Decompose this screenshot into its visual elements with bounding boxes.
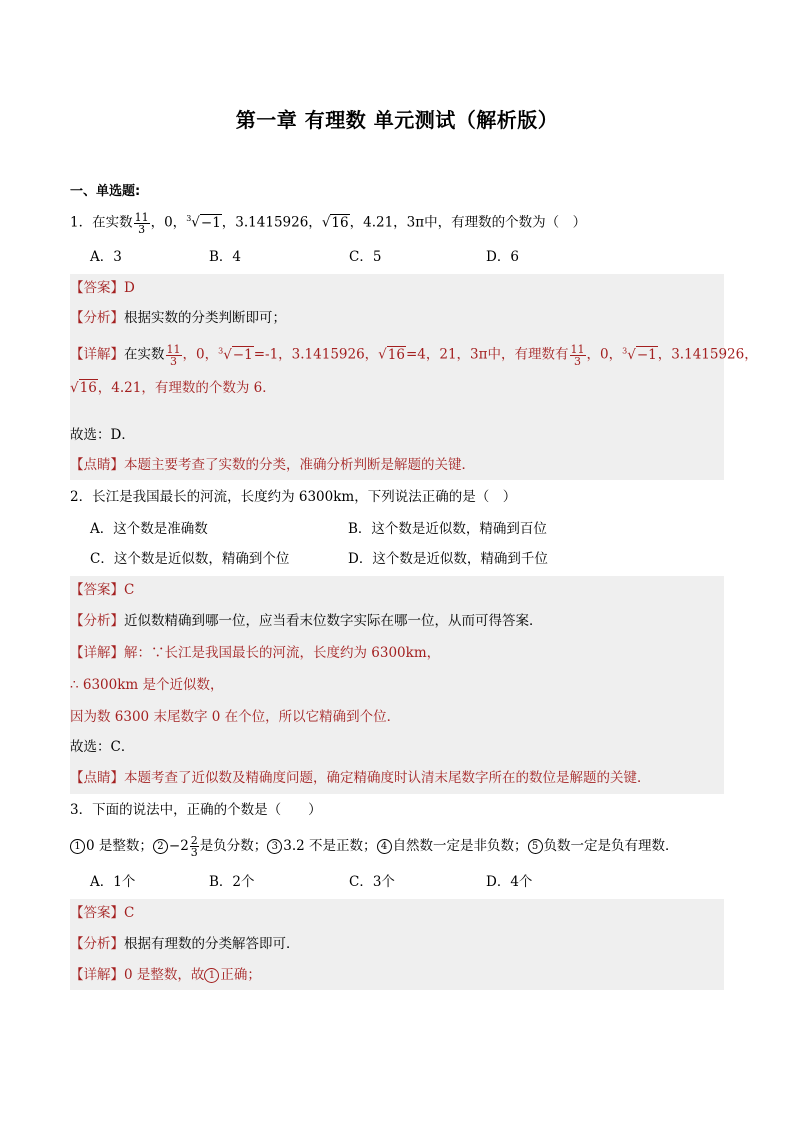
option-b: B．2个	[209, 874, 255, 890]
radical-icon: √	[191, 214, 200, 231]
option-a: A．1个	[90, 874, 136, 890]
answer-block: 【答案】C	[70, 899, 724, 927]
circled-number: 1	[70, 839, 85, 854]
radical-icon: √	[321, 214, 331, 231]
option-c: C．5	[349, 249, 382, 265]
section-heading: 一、单选题:	[70, 184, 141, 199]
option-d: D．这个数是近似数，精确到千位	[348, 551, 548, 567]
comment-block: 【点睛】本题主要考查了实数的分类，准确分析判断是解题的关键．	[70, 450, 724, 480]
option-a: A．这个数是准确数	[90, 521, 208, 537]
option-d: D．6	[486, 249, 519, 265]
circled-number: 2	[153, 839, 168, 854]
analysis-block: 【分析】根据有理数的分类解答即可．	[70, 927, 724, 959]
detail-block: 【详解】0 是整数，故 1 正确；	[70, 959, 724, 990]
circled-number: 3	[267, 839, 282, 854]
detail-line-3: 因为数 6300 末尾数字 0 在个位，所以它精确到个位．	[70, 700, 724, 732]
analysis-block: 【分析】根据实数的分类判断即可；	[70, 302, 724, 332]
circled-number: 5	[528, 839, 543, 854]
circled-number: 1	[204, 968, 219, 983]
option-c: C．这个数是近似数，精确到个位	[90, 551, 290, 567]
conclusion-block: 故选：D．	[70, 416, 724, 450]
circled-number: 4	[377, 839, 392, 854]
detail-block: 【详解】解：∵长江是我国最长的河流，长度约为 6300km，	[70, 636, 724, 666]
option-c: C．3个	[349, 874, 395, 890]
analysis-block: 【分析】近似数精确到哪一位，应当看末位数字实际在哪一位，从而可得答案．	[70, 604, 724, 636]
detail-line-2: ∴ 6300km 是个近似数，	[70, 666, 724, 700]
answer-block: 【答案】C	[70, 576, 724, 604]
detail-block: 【详解】在实数 $\frac{11}{3}$ ，0，$^3$√−1=-1，3.1415926，√16=4，21，3π中，有理数有 $\frac{11}{3}$ ，0，$^3$√−1，3.1415926， √16，4.21，有理数的个数为 6．	[70, 332, 724, 416]
question-1-stem: 1．在实数 $\frac{11}{3}$ ，0，$^3$√−1，3.1415926，√16，4.21，3π中，有理数的个数为（ ）	[70, 210, 587, 236]
question-3-statements: 1 0 是整数； 2 −2 $\frac{2}{3}$ 是负分数； 3 3.2 不是正数； 4 自然数一定是非负数； 5 负数一定是负有理数．	[70, 835, 679, 858]
option-a: A．3	[90, 249, 122, 265]
comment-block: 【点睛】本题考查了近似数及精确度问题，确定精确度时认清末尾数字所在的数位是解题的关键．	[70, 762, 724, 794]
option-d: D．4个	[486, 874, 533, 890]
answer-block: 【答案】D	[70, 274, 724, 302]
question-2-stem: 2．长江是我国最长的河流，长度约为 6300km，下列说法正确的是（ ）	[70, 489, 517, 505]
question-3-stem: 3．下面的说法中，正确的个数是（ ）	[70, 802, 322, 818]
option-b: B．4	[209, 249, 242, 265]
page-title: 第一章 有理数 单元测试（解析版）	[235, 108, 559, 132]
conclusion-block: 故选：C．	[70, 732, 724, 762]
option-b: B．这个数是近似数，精确到百位	[348, 521, 547, 537]
fraction: $\frac{11}{3}$	[134, 210, 149, 236]
